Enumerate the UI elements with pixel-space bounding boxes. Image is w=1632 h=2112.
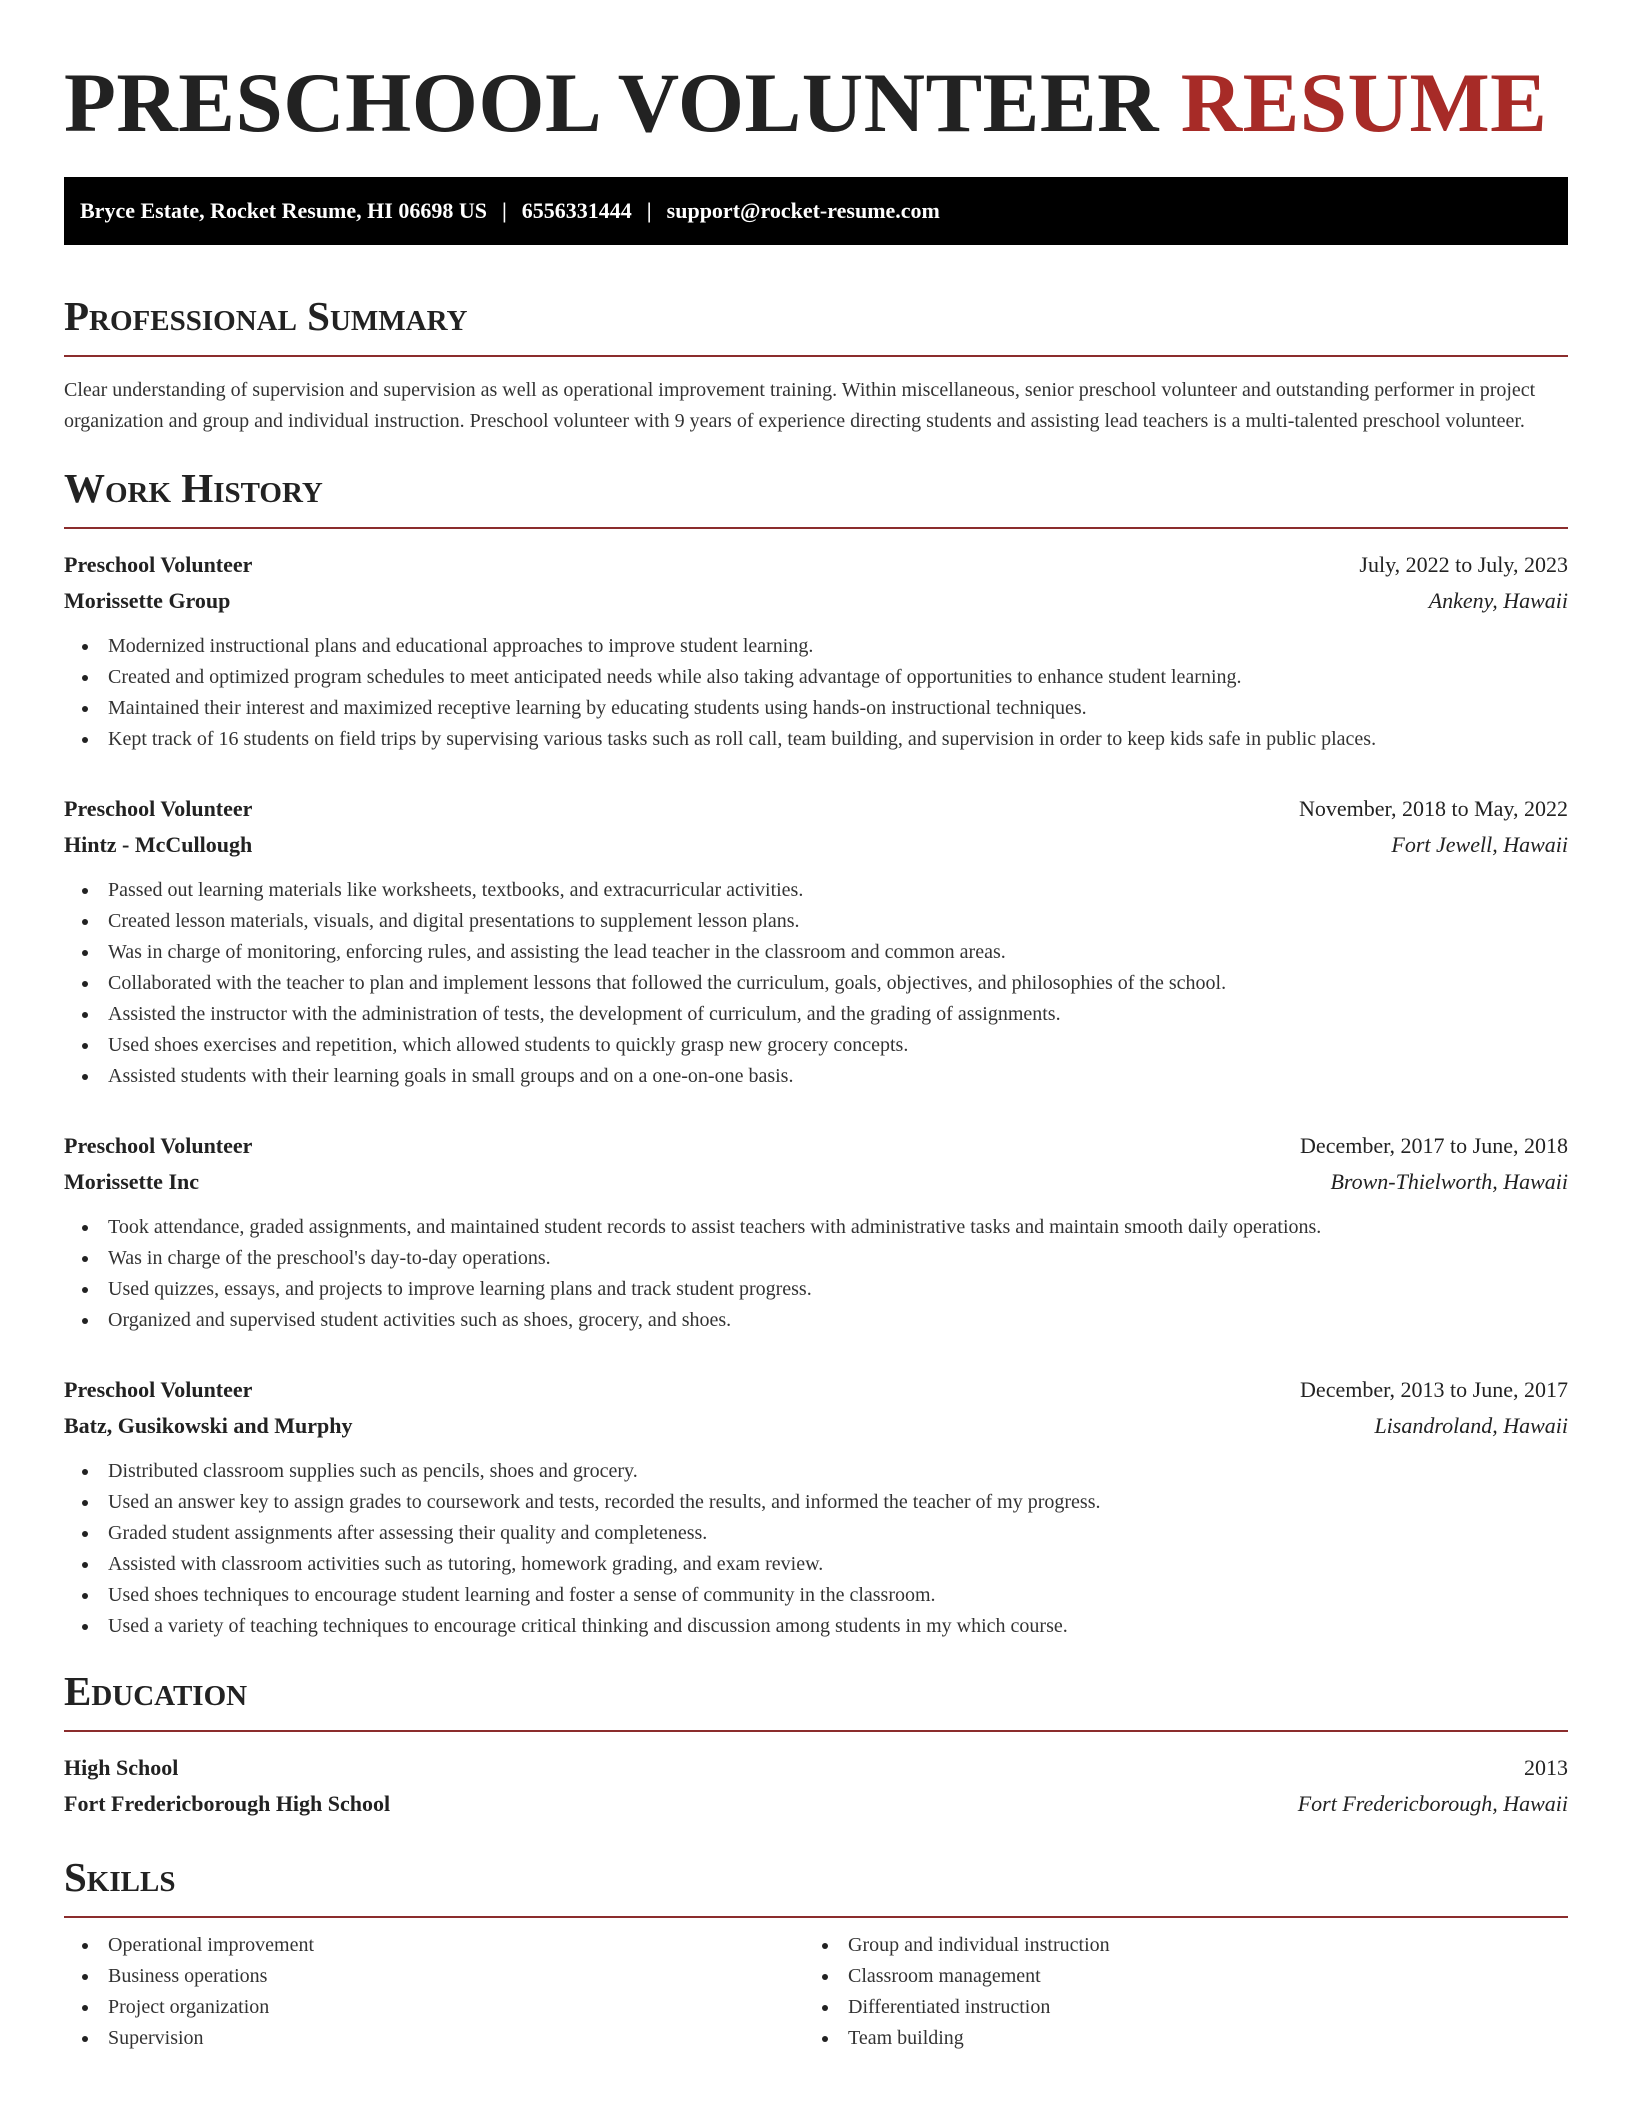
education-location: Fort Fredericborough, Hawaii xyxy=(1297,1791,1568,1816)
skills-column-left xyxy=(64,1930,804,2054)
title-accent: RESUME xyxy=(1180,56,1548,150)
contact-phone: 6556331444 xyxy=(521,198,632,223)
contact-address: Bryce Estate, Rocket Resume, HI 06698 US xyxy=(80,198,487,223)
contact-email: support@rocket-resume.com xyxy=(666,198,940,223)
job-bullet: Used shoes exercises and repetition, which allowed students to quickly grasp new grocery concepts. xyxy=(64,1030,1568,1061)
contact-bar xyxy=(64,177,1568,245)
job-dates: December, 2013 to June, 2017 xyxy=(1300,1377,1568,1402)
job-location: Lisandroland, Hawaii xyxy=(1374,1413,1568,1438)
job-bullet-list xyxy=(64,1456,1568,1642)
job-bullet: Was in charge of monitoring, enforcing rules, and assisting the lead teacher in the classroom and common areas. xyxy=(64,937,1568,968)
skill-item: Supervision xyxy=(64,2023,804,2054)
skill-item: Project organization xyxy=(64,1992,804,2023)
job-title: Preschool Volunteer xyxy=(64,1133,253,1158)
job-row-bottom xyxy=(64,1164,1568,1200)
skills-grid xyxy=(64,1930,1568,2054)
job-dates: July, 2022 to July, 2023 xyxy=(1359,552,1568,577)
job-bullet: Used a variety of teaching techniques to encourage critical thinking and discussion among students in my which course. xyxy=(64,1611,1568,1642)
work-history-section xyxy=(64,463,1568,1642)
job-bullet: Was in charge of the preschool's day-to-day operations. xyxy=(64,1243,1568,1274)
skills-heading: Skills xyxy=(64,1854,176,1900)
section-divider xyxy=(64,527,1568,529)
job-bullet: Kept track of 16 students on field trips by supervising various tasks such as roll call, team building, and supervision in order to keep kids safe in public places. xyxy=(64,724,1568,755)
education-row-top xyxy=(64,1750,1568,1786)
job-bullet: Organized and supervised student activities such as shoes, grocery, and shoes. xyxy=(64,1305,1568,1336)
summary-section xyxy=(64,291,1568,437)
job-company: Morissette Inc xyxy=(64,1169,200,1194)
education-section xyxy=(64,1666,1568,1822)
skill-item: Group and individual instruction xyxy=(804,1930,1544,1961)
job-row-top xyxy=(64,1128,1568,1164)
education-row-bottom xyxy=(64,1786,1568,1822)
job-row-bottom xyxy=(64,583,1568,619)
skill-item: Business operations xyxy=(64,1961,804,1992)
job-list xyxy=(64,547,1568,1642)
resume-title xyxy=(64,58,1568,148)
summary-text: Clear understanding of supervision and supervision as well as operational improvement training. Within miscellaneous, senior preschool volunteer and outstanding performer in project organization and group and individual instruction. Preschool volunteer with 9 years of experience directing students and assisting lead teachers is a multi-talented preschool volunteer. xyxy=(64,379,1536,432)
job-bullet: Distributed classroom supplies such as pencils, shoes and grocery. xyxy=(64,1456,1568,1487)
job-location: Brown-Thielworth, Hawaii xyxy=(1330,1169,1568,1194)
job-location: Ankeny, Hawaii xyxy=(1428,588,1568,613)
job-bullet: Modernized instructional plans and educational approaches to improve student learning. xyxy=(64,631,1568,662)
job-bullet: Assisted students with their learning goals in small groups and on a one-on-one basis. xyxy=(64,1061,1568,1092)
education-degree: High School xyxy=(64,1755,179,1780)
skills-section xyxy=(64,1852,1568,2054)
job-entry xyxy=(64,1372,1568,1642)
section-divider xyxy=(64,1916,1568,1918)
job-bullet: Took attendance, graded assignments, and maintained student records to assist teachers with administrative tasks and maintain smooth daily operations. xyxy=(64,1212,1568,1243)
job-bullet: Used quizzes, essays, and projects to improve learning plans and track student progress. xyxy=(64,1274,1568,1305)
contact-separator: | xyxy=(646,198,652,223)
job-bullet: Created lesson materials, visuals, and digital presentations to supplement lesson plans. xyxy=(64,906,1568,937)
summary-heading: Professional Summary xyxy=(64,293,468,339)
job-entry xyxy=(64,547,1568,755)
job-title: Preschool Volunteer xyxy=(64,1377,253,1402)
job-bullet: Passed out learning materials like worksheets, textbooks, and extracurricular activities. xyxy=(64,875,1568,906)
job-dates: November, 2018 to May, 2022 xyxy=(1299,796,1568,821)
job-company: Hintz - McCullough xyxy=(64,832,253,857)
job-bullet-list xyxy=(64,875,1568,1092)
job-bullet: Used shoes techniques to encourage student learning and foster a sense of community in the classroom. xyxy=(64,1580,1568,1611)
job-row-top xyxy=(64,547,1568,583)
job-row-top xyxy=(64,1372,1568,1408)
education-heading: Education xyxy=(64,1668,248,1714)
job-bullet: Created and optimized program schedules to meet anticipated needs while also taking advantage of opportunities to enhance student learning. xyxy=(64,662,1568,693)
job-title: Preschool Volunteer xyxy=(64,552,253,577)
skill-item: Team building xyxy=(804,2023,1544,2054)
job-entry xyxy=(64,1128,1568,1336)
contact-separator: | xyxy=(501,198,507,223)
skills-column-right xyxy=(804,1930,1544,2054)
job-bullet: Assisted the instructor with the administration of tests, the development of curriculum, and the grading of assignments. xyxy=(64,999,1568,1030)
section-divider xyxy=(64,1730,1568,1732)
job-dates: December, 2017 to June, 2018 xyxy=(1300,1133,1568,1158)
job-bullet-list xyxy=(64,1212,1568,1336)
job-bullet: Assisted with classroom activities such as tutoring, homework grading, and exam review. xyxy=(64,1549,1568,1580)
skill-item: Operational improvement xyxy=(64,1930,804,1961)
job-location: Fort Jewell, Hawaii xyxy=(1391,832,1568,857)
job-row-bottom xyxy=(64,1408,1568,1444)
education-entry xyxy=(64,1750,1568,1822)
job-bullet: Maintained their interest and maximized receptive learning by educating students using hands-on instructional techniques. xyxy=(64,693,1568,724)
job-row-top xyxy=(64,791,1568,827)
job-entry xyxy=(64,791,1568,1092)
section-divider xyxy=(64,355,1568,357)
skill-item: Differentiated instruction xyxy=(804,1992,1544,2023)
work-history-heading: Work History xyxy=(64,465,323,511)
job-company: Batz, Gusikowski and Murphy xyxy=(64,1413,353,1438)
job-row-bottom xyxy=(64,827,1568,863)
job-bullet: Collaborated with the teacher to plan and implement lessons that followed the curriculum, goals, objectives, and philosophies of the school. xyxy=(64,968,1568,999)
job-bullet-list xyxy=(64,631,1568,755)
job-bullet: Used an answer key to assign grades to coursework and tests, recorded the results, and informed the teacher of my progress. xyxy=(64,1487,1568,1518)
education-year: 2013 xyxy=(1524,1755,1568,1780)
job-company: Morissette Group xyxy=(64,588,231,613)
title-main: PRESCHOOL VOLUNTEER xyxy=(64,56,1159,150)
skill-item: Classroom management xyxy=(804,1961,1544,1992)
job-title: Preschool Volunteer xyxy=(64,796,253,821)
education-school: Fort Fredericborough High School xyxy=(64,1791,391,1816)
job-bullet: Graded student assignments after assessing their quality and completeness. xyxy=(64,1518,1568,1549)
